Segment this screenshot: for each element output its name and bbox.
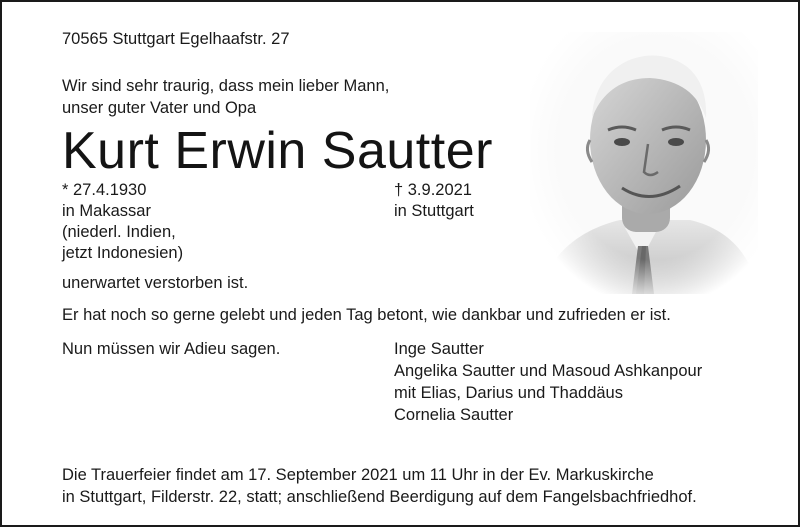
death-date: † 3.9.2021 bbox=[394, 181, 472, 199]
intro-line-2: unser guter Vater und Opa bbox=[62, 99, 257, 117]
birth-place: in Makassar bbox=[62, 202, 151, 220]
mourner-1: Inge Sautter bbox=[394, 340, 484, 358]
funeral-line-2: in Stuttgart, Filderstr. 22, statt; anschließend Beerdigung auf dem Fangelsbachfriedhof. bbox=[62, 488, 697, 506]
birth-date: * 27.4.1930 bbox=[62, 181, 147, 199]
portrait-photo bbox=[530, 32, 758, 294]
mourner-2: Angelika Sautter und Masoud Ashkanpour bbox=[394, 362, 703, 380]
funeral-line-1: Die Trauerfeier findet am 17. September 2021 um 11 Uhr in der Ev. Markuskirche bbox=[62, 466, 654, 484]
address: 70565 Stuttgart Egelhaafstr. 27 bbox=[62, 30, 290, 48]
mourner-4: Cornelia Sautter bbox=[394, 406, 514, 424]
farewell-line: Nun müssen wir Adieu sagen. bbox=[62, 340, 281, 358]
birth-place-note-2: jetzt Indonesien) bbox=[62, 244, 184, 262]
birth-place-note-1: (niederl. Indien, bbox=[62, 223, 176, 241]
mourner-3: mit Elias, Darius und Thaddäus bbox=[394, 384, 623, 402]
passed-line: unerwartet verstorben ist. bbox=[62, 274, 249, 292]
deceased-name: Kurt Erwin Sautter bbox=[62, 122, 493, 180]
quote-line: Er hat noch so gerne gelebt und jeden Tag betont, wie dankbar und zufrieden er ist. bbox=[62, 306, 671, 324]
intro-line-1: Wir sind sehr traurig, dass mein lieber Mann, bbox=[62, 77, 390, 95]
death-place: in Stuttgart bbox=[394, 202, 474, 220]
